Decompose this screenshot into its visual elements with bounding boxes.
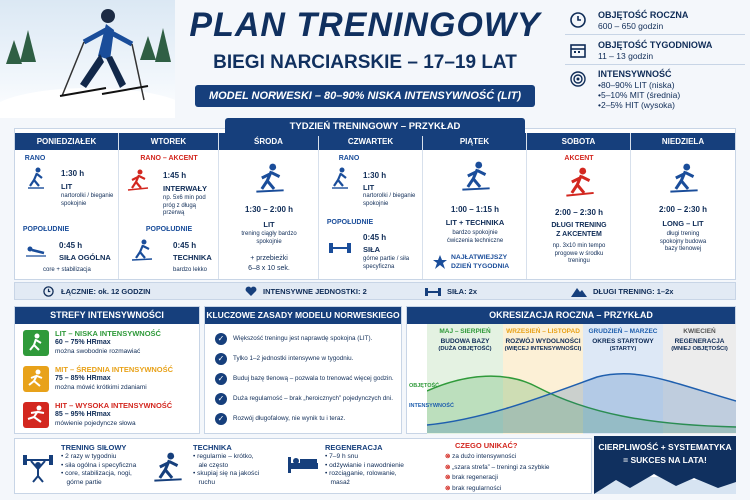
zone-lit: LIT – NISKA INTENSYWNOŚĆ 60 – 75% HRmax można swobodnie rozmawiać <box>23 329 203 361</box>
motto-banner: CIERPLIWOŚĆ + SYSTEMATYKA = SUKCES NA LATA! <box>594 436 736 494</box>
norwegian-rules-panel: KLUCZOWE ZASADY MODELU NORWESKIEGO ✓ Większość treningu jest naprawdę spokojna (LIT). ✓ Tylko 1–2 jednostki intensywne w tygodniu. ✓ Buduj bazę tlenową – pozwala to trenować więcej godzin. ✓ Duża regularność – brak „heroicznych” pojedynczych dni. ✓ Rozwój długofalowy, nie wynik tu i teraz. <box>204 306 402 434</box>
rule-item: ✓ Buduj bazę tlenową – pozwala to trenować więcej godzin. <box>215 373 395 389</box>
weightlifter-icon <box>23 451 53 483</box>
rule-item: ✓ Duża regularność – brak „heroicznych” pojedynczych dni. <box>215 393 395 409</box>
core-exercise-icon <box>25 239 47 261</box>
day-tuesday: WTOREK RANO – AKCENT 1:45 h INTERWAŁY np. 5x6 min pod próg z długą przerwą POPOŁUDNIE 0:45 h TECHNIKA bardzo lekko <box>119 133 219 279</box>
skier-red-icon <box>565 167 595 197</box>
periodization-panel: OKRESIZACJA ROCZNA – PRZYKŁAD MAJ – SIERPIEŃ BUDOWA BAZY (DUŻA OBJĘTOŚĆ) WRZESIEŃ – LISTOPAD ROZWÓJ WYDOLNOŚCI (WIĘCEJ INTENSYWNOŚCI) GRUDZIEŃ – MARZEC OKRES STARTOWY (STARTY) KWIECIEŃ REGENERACJA (MNIEJ OBJĘTOŚCI) OBJĘTOŚĆ INTENSYWNOŚĆ <box>406 306 736 434</box>
x-icon: ⊗ <box>445 484 451 492</box>
day-thursday: CZWARTEK RANO 1:30 h LIT nartorolki / bieganie spokojnie POPOŁUDNIE 0:45 h SIŁA górne partie / siła specyficzna <box>319 133 423 279</box>
zone-mit: MIT – ŚREDNIA INTENSYWNOŚĆ 75 – 85% HRmax można mówić krótkimi zdaniami <box>23 365 203 397</box>
target-icon <box>570 71 586 87</box>
check-icon: ✓ <box>215 373 227 385</box>
sprinter-icon <box>23 402 49 428</box>
bottom-tips: TRENING SIŁOWY • 2 razy w tygodniu • siła ogólna i specyficzna • core, stabilizacja, nogi, górne partie TECHNIKA • regularnie – krótko, ale często • skupiaj się na jakości ruchu REGENERACJA • 7–9 h snu • odżywianie i nawodnienie • rozciąganie, rolowanie, masaż CZEGO UNIKAĆ? ⊗ za dużo intensywności ⊗ „szara strefa” – treningi za szybkie ⊗ brak regeneracji ⊗ brak regularności <box>14 438 592 494</box>
day-monday: PONIEDZIAŁEK RANO 1:30 h LIT nartorolki / bieganie spokojnie POPOŁUDNIE 0:45 h SIŁA OGÓLNA core + stabilizacja <box>15 133 119 279</box>
check-icon: ✓ <box>215 333 227 345</box>
skier-icon <box>669 163 699 193</box>
check-icon: ✓ <box>215 353 227 365</box>
x-icon: ⊗ <box>445 463 451 471</box>
runner-icon <box>23 330 49 356</box>
page-subtitle: BIEGI NARCIARSKIE – 17–19 LAT <box>213 52 517 73</box>
day-wednesday: ŚRODA 1:30 – 2:00 h LIT trening ciągły bardzo spokojnie + przebieżki 6–8 x 10 sek. <box>219 133 319 279</box>
week-title: TYDZIEŃ TRENINGOWY – PRZYKŁAD <box>225 118 525 136</box>
day-sunday: NIEDZIELA 2:00 – 2:30 h LONG – LIT długi trening spokojny budowa bazy tlenowej <box>631 133 735 279</box>
day-friday: PIĄTEK 1:00 – 1:15 h LIT + TECHNIKA bardzo spokojnie ćwiczenia techniczne NAJŁATWIEJSZY DZIEŃ TYGODNIA <box>423 133 527 279</box>
training-week <box>14 128 736 280</box>
zone-hit: HIT – WYSOKA INTENSYWNOŚĆ 85 – 95% HRmax mówienie pojedyncze słowa <box>23 401 203 433</box>
bed-icon <box>287 453 319 475</box>
page-title: PLAN TRENINGOWY <box>189 6 541 44</box>
skier-icon <box>461 161 491 191</box>
roller-ski-icon <box>25 167 47 189</box>
rule-item: ✓ Większość treningu jest naprawdę spokojna (LIT). <box>215 333 395 349</box>
rule-item: ✓ Tylko 1–2 jednostki intensywne w tygodniu. <box>215 353 395 369</box>
runner-icon <box>23 366 49 392</box>
intensity-zones-panel: STREFY INTENSYWNOŚCI LIT – NISKA INTENSYWNOŚĆ 60 – 75% HRmax można swobodnie rozmawiać MIT – ŚREDNIA INTENSYWNOŚĆ 75 – 85% HRmax można mówić krótkimi zdaniami HIT – WYSOKA INTENSYWNOŚĆ 85 – 95% HRmax mówienie pojedyncze słowa <box>14 306 200 434</box>
mountain-icon <box>571 286 587 297</box>
week-summary: ŁĄCZNIE: ok. 12 GODZIN INTENSYWNE JEDNOSTKI: 2 SIŁA: 2x DŁUGI TRENING: 1–2x <box>14 282 736 300</box>
clock-icon <box>570 12 586 28</box>
dumbbell-icon <box>425 287 441 297</box>
rule-item: ✓ Rozwój długofalowy, nie wynik tu i teraz. <box>215 413 395 429</box>
mountains-icon <box>594 472 736 494</box>
clock-icon <box>43 286 54 297</box>
skier-figure-icon <box>40 4 150 114</box>
check-icon: ✓ <box>215 393 227 405</box>
heart-icon <box>245 286 257 297</box>
avoid-list: ⊗ za dużo intensywności ⊗ „szara strefa” – treningi za szybkie ⊗ brak regeneracji ⊗ brak regularności <box>445 453 550 492</box>
skier-icon <box>255 163 285 193</box>
stat-intensity: INTENSYWNOŚĆ •80–90% LIT (niska) •5–10% MIT (średnia) •2–5% HIT (wysoka) <box>570 69 745 114</box>
dumbbell-icon <box>327 237 353 259</box>
stat-weekly: OBJĘTOŚĆ TYGODNIOWA 11 – 13 godzin <box>570 40 745 70</box>
x-icon: ⊗ <box>445 474 451 481</box>
x-icon: ⊗ <box>445 453 451 460</box>
skier-icon <box>153 451 183 483</box>
skier-red-icon <box>127 169 149 191</box>
star-icon <box>433 255 447 269</box>
stat-yearly: OBJĘTOŚĆ ROCZNA 600 – 650 godzin <box>570 10 745 40</box>
skier-technique-icon <box>131 239 153 261</box>
model-banner: MODEL NORWESKI – 80–90% NISKA INTENSYWNOŚĆ (LIT) <box>195 85 535 107</box>
roller-ski-icon <box>329 167 351 189</box>
calendar-icon <box>570 42 586 58</box>
skier-photo <box>0 0 175 118</box>
day-saturday: SOBOTA AKCENT 2:00 – 2:30 h DŁUGI TRENING Z AKCENTEM np. 3x10 min tempo progowe w środku treningu <box>527 133 631 279</box>
periodization-curves <box>427 367 736 433</box>
check-icon: ✓ <box>215 413 227 425</box>
